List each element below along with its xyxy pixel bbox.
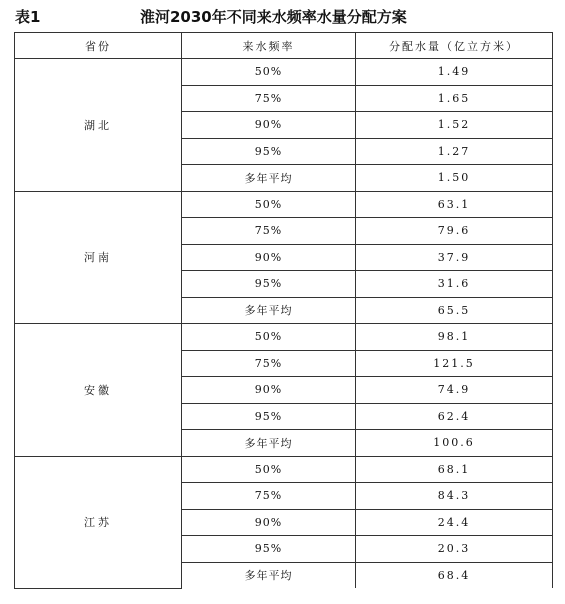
allocation-cell: 74.9 [356, 377, 553, 404]
province-cell-henan: 河南 [15, 191, 182, 324]
table-row [15, 59, 553, 86]
allocation-cell: 24.4 [356, 509, 553, 536]
table-row [15, 324, 553, 351]
header-row [15, 33, 553, 59]
header-frequency: 来水频率 [182, 33, 356, 59]
frequency-cell: 90% [182, 112, 356, 139]
allocation-cell: 100.6 [356, 430, 553, 457]
table-row [15, 191, 553, 218]
frequency-cell: 多年平均 [182, 297, 356, 324]
allocation-cell: 1.49 [356, 59, 553, 86]
allocation-cell: 68.4 [356, 562, 553, 588]
frequency-cell: 50% [182, 191, 356, 218]
table-label: 表1 [15, 8, 41, 26]
allocation-cell: 121.5 [356, 350, 553, 377]
allocation-cell: 62.4 [356, 403, 553, 430]
table-header [15, 33, 553, 59]
frequency-cell: 90% [182, 509, 356, 536]
frequency-cell: 多年平均 [182, 165, 356, 192]
allocation-cell: 1.52 [356, 112, 553, 139]
province-cell-anhui: 安徽 [15, 324, 182, 457]
frequency-cell: 75% [182, 218, 356, 245]
frequency-cell: 95% [182, 536, 356, 563]
allocation-cell: 98.1 [356, 324, 553, 351]
frequency-cell: 95% [182, 138, 356, 165]
province-cell-hubei: 湖北 [15, 59, 182, 192]
frequency-cell: 多年平均 [182, 562, 356, 588]
allocation-cell: 1.27 [356, 138, 553, 165]
allocation-cell: 63.1 [356, 191, 553, 218]
table-body [15, 59, 553, 589]
table-title: 淮河2030年不同来水频率水量分配方案 [140, 8, 407, 26]
header-allocation: 分配水量（亿立方米） [356, 33, 553, 59]
frequency-cell: 75% [182, 350, 356, 377]
allocation-cell: 1.50 [356, 165, 553, 192]
frequency-cell: 50% [182, 59, 356, 86]
allocation-cell: 1.65 [356, 85, 553, 112]
frequency-cell: 50% [182, 456, 356, 483]
frequency-cell: 95% [182, 403, 356, 430]
allocation-cell: 65.5 [356, 297, 553, 324]
province-cell-jiangsu: 江苏 [15, 456, 182, 588]
water-allocation-table [14, 32, 553, 589]
allocation-cell: 68.1 [356, 456, 553, 483]
frequency-cell: 50% [182, 324, 356, 351]
allocation-cell: 37.9 [356, 244, 553, 271]
allocation-cell: 20.3 [356, 536, 553, 563]
allocation-cell: 79.6 [356, 218, 553, 245]
frequency-cell: 90% [182, 377, 356, 404]
frequency-cell: 90% [182, 244, 356, 271]
frequency-cell: 多年平均 [182, 430, 356, 457]
frequency-cell: 95% [182, 271, 356, 298]
header-province: 省份 [15, 33, 182, 59]
frequency-cell: 75% [182, 85, 356, 112]
frequency-cell: 75% [182, 483, 356, 510]
allocation-cell: 84.3 [356, 483, 553, 510]
allocation-cell: 31.6 [356, 271, 553, 298]
table-row [15, 456, 553, 483]
